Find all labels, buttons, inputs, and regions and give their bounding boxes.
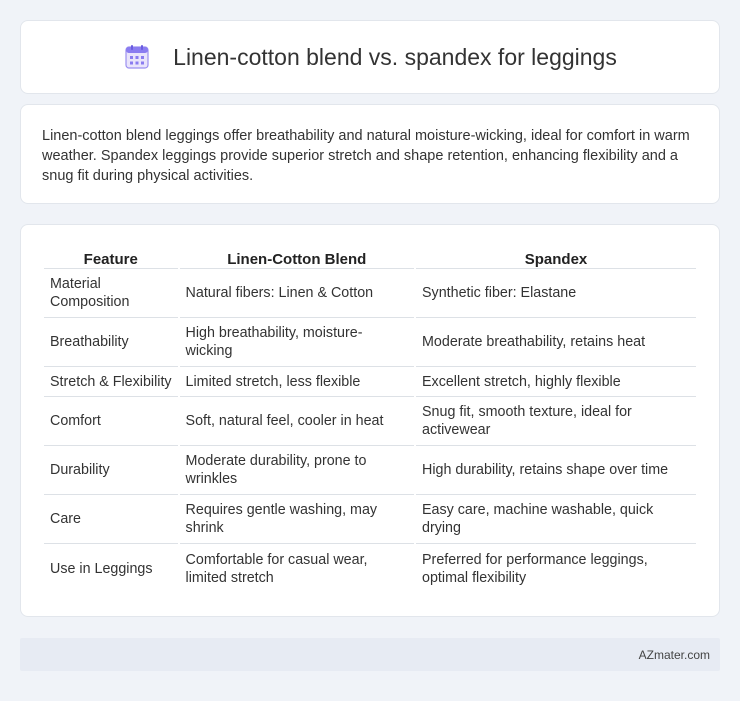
- comparison-table-card: [20, 224, 720, 617]
- table-cell: Use in Leggings: [50, 560, 153, 577]
- table-cell: Comfortable for casual wear, limited stretch: [185, 551, 368, 586]
- table-cell: Durability: [44, 446, 178, 495]
- table-row: [44, 269, 696, 318]
- table-row: [44, 397, 696, 446]
- table-row: [44, 544, 696, 593]
- title-card: [20, 20, 720, 94]
- table-cell: Limited stretch, less flexible: [180, 367, 414, 397]
- table-cell: Moderate breathability, retains heat: [416, 318, 696, 367]
- summary-card: [20, 104, 720, 204]
- table-row: [44, 495, 696, 544]
- table-row: [44, 318, 696, 367]
- table-cell: Stretch & Flexibility: [44, 367, 178, 397]
- table-cell: Synthetic fiber: Elastane: [416, 269, 696, 318]
- table-cell: Preferred for performance leggings, optimal flexibility: [422, 551, 648, 586]
- table-cell: Snug fit, smooth texture, ideal for activewear: [416, 397, 696, 446]
- table-cell: Easy care, machine washable, quick drying: [416, 495, 696, 544]
- table-cell: Moderate durability, prone to wrinkles: [180, 446, 414, 495]
- footer-site-link[interactable]: AZmater.com: [638, 647, 710, 662]
- column-header: Feature: [44, 245, 178, 269]
- summary-text: Linen-cotton blend leggings offer breathability and natural moisture-wicking, ideal for comfort in warm weather. Spandex leggings provide superior stretch and shape retention, enhancing flexibility and a snug fit during physical activities.: [42, 128, 690, 184]
- table-cell: Soft, natural feel, cooler in heat: [180, 397, 414, 446]
- table-cell: Material Composition: [44, 269, 178, 318]
- calendar-icon: [123, 43, 151, 71]
- table-cell: Requires gentle washing, may shrink: [180, 495, 414, 544]
- table-cell: High breathability, moisture-wicking: [180, 318, 414, 367]
- table-row: [44, 446, 696, 495]
- table-header-row: [44, 245, 696, 269]
- table-cell: High durability, retains shape over time: [416, 446, 696, 495]
- table-cell: Natural fibers: Linen & Cotton: [180, 269, 414, 318]
- table-cell: Care: [44, 495, 178, 544]
- table-row: [44, 367, 696, 397]
- footer: [20, 638, 720, 671]
- table-cell: Breathability: [44, 318, 178, 367]
- column-header: Spandex: [416, 245, 696, 269]
- table-cell: Excellent stretch, highly flexible: [416, 367, 696, 397]
- comparison-table: [42, 245, 698, 593]
- column-header: Linen-Cotton Blend: [180, 245, 414, 269]
- table-cell: Comfort: [44, 397, 178, 446]
- page-title: Linen-cotton blend vs. spandex for leggings: [173, 43, 617, 70]
